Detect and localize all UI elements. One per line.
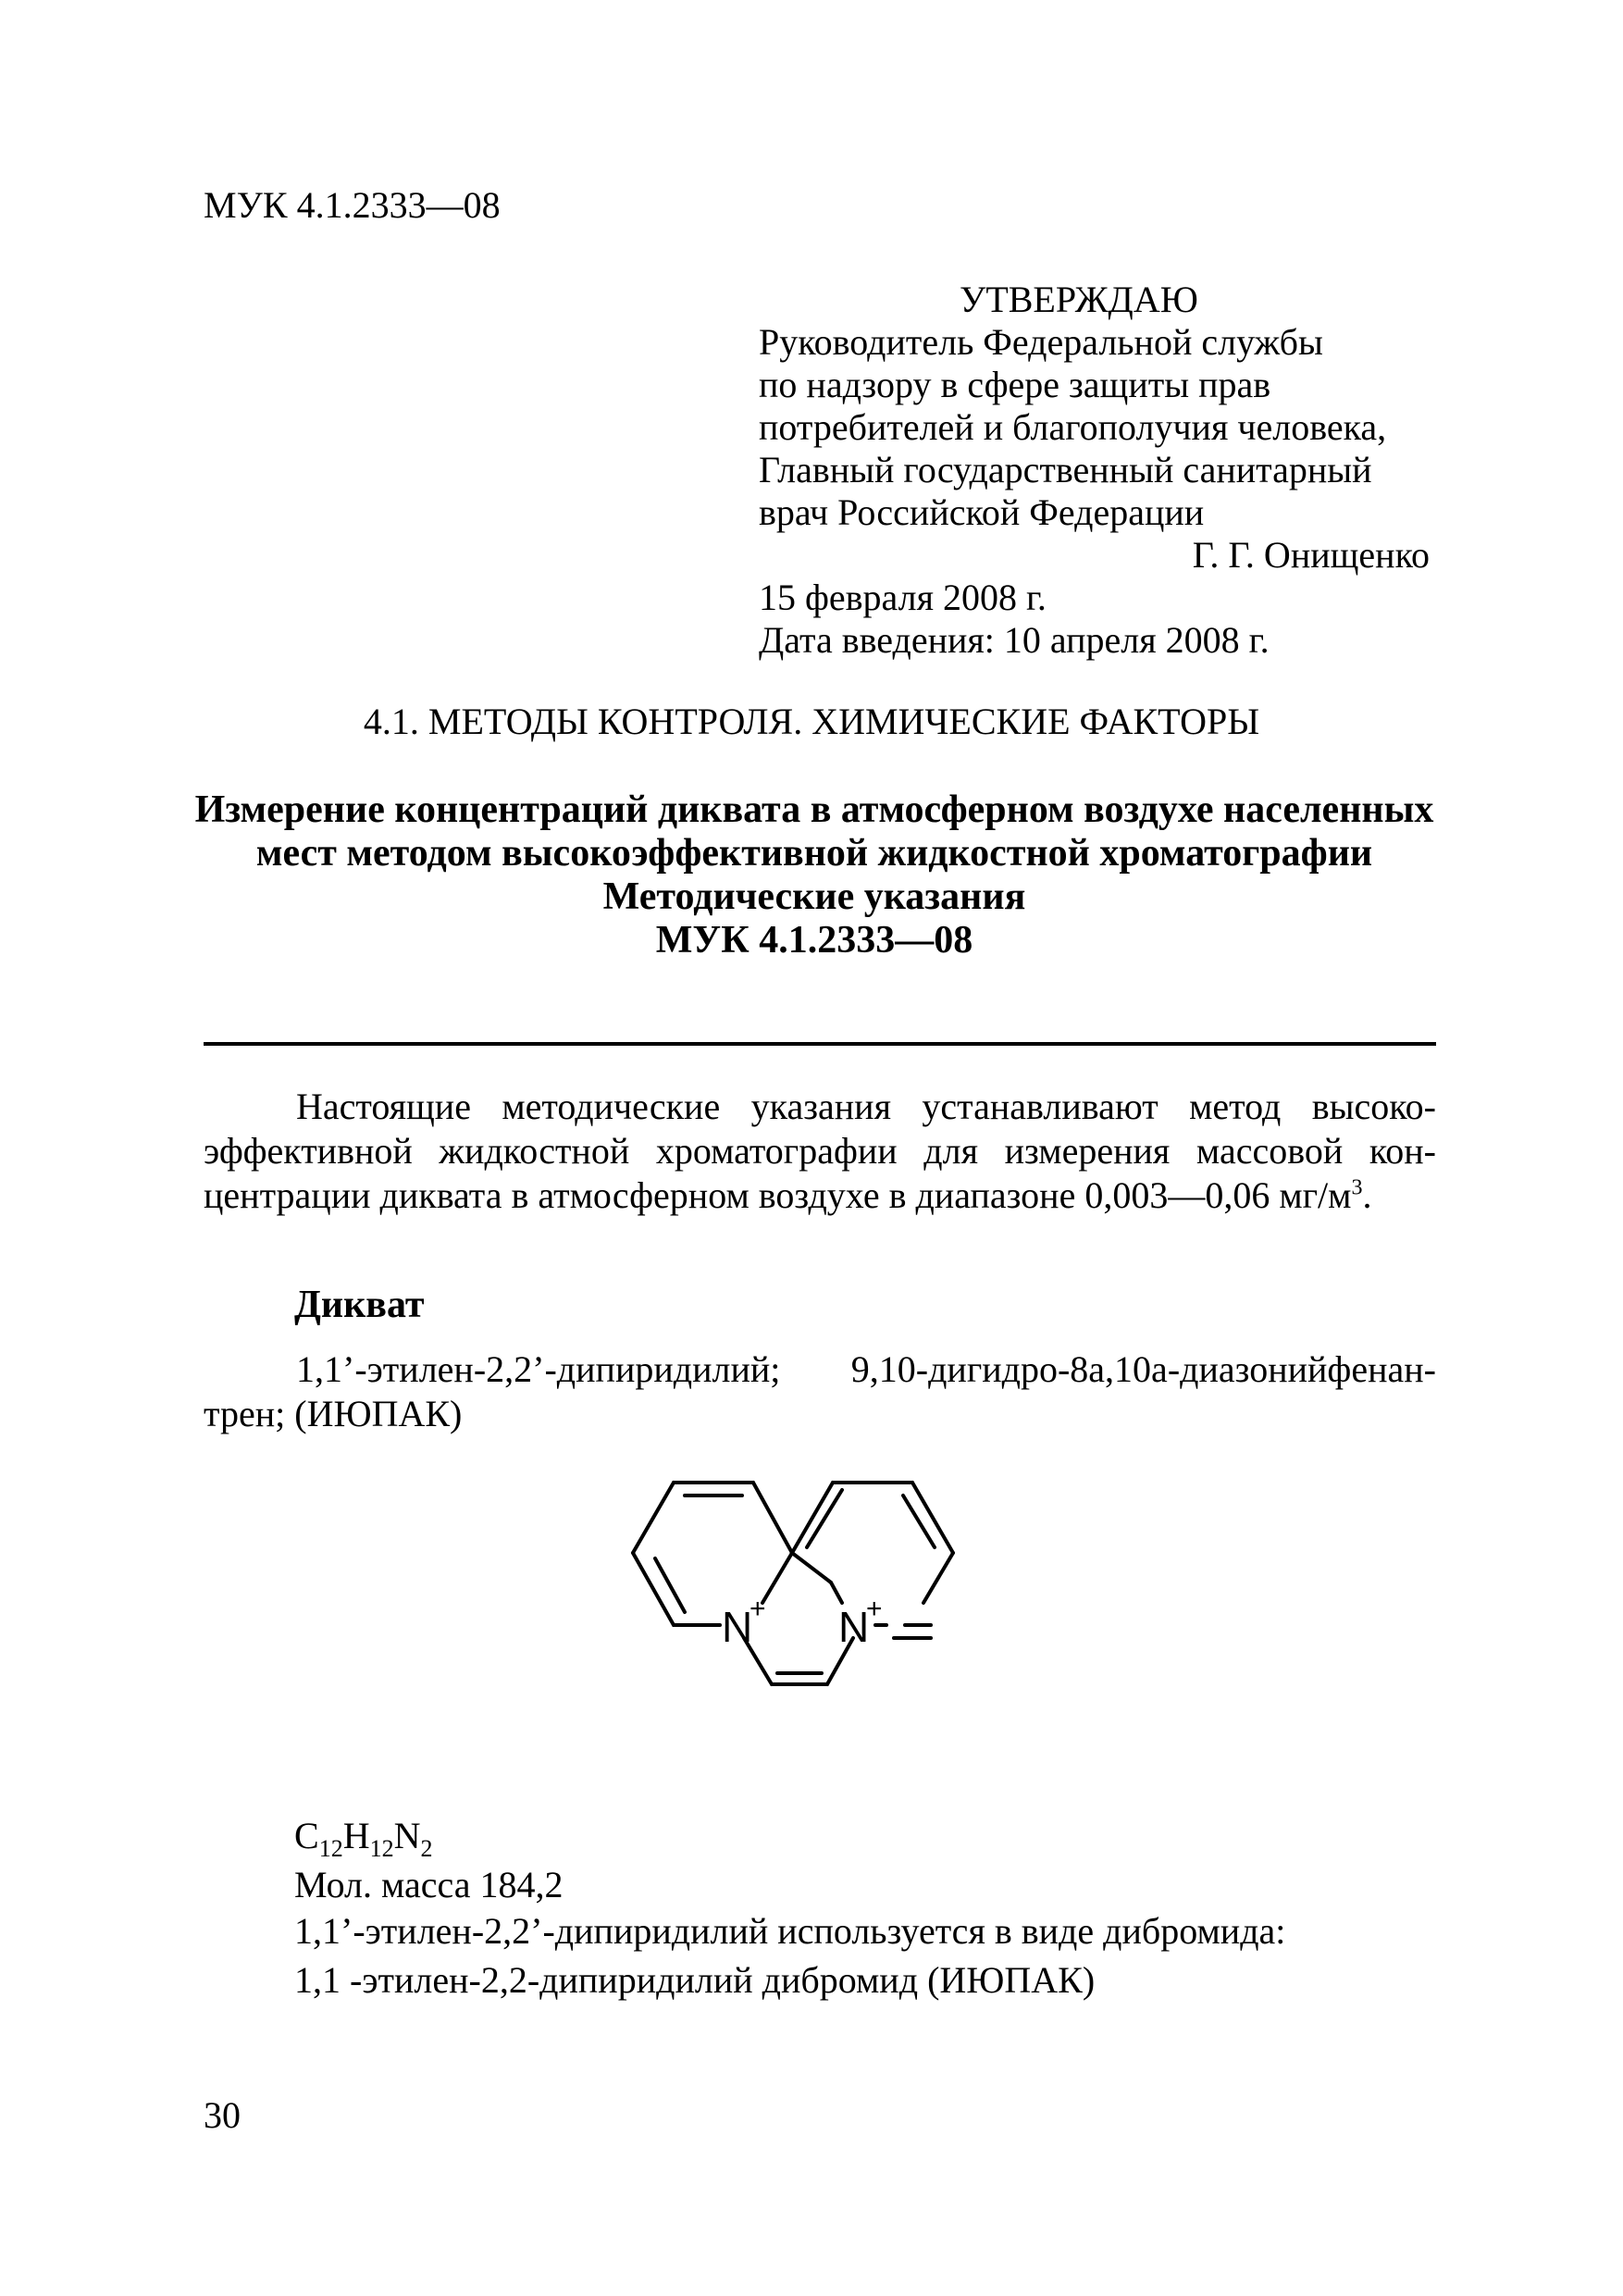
approval-word: УТВЕРЖДАЮ	[960, 279, 1198, 320]
nitrogen-atom-left: N	[722, 1603, 753, 1651]
intro-paragraph	[204, 1085, 1436, 1218]
formula-c-count: 12	[318, 1835, 343, 1862]
formula-n: N	[393, 1815, 421, 1856]
salt-name: 1,1 -этилен-2,2-дипиридилий дибромид (ИЮПАК)	[294, 1959, 1096, 2001]
formula-h-count: 12	[369, 1835, 394, 1862]
effective-date: Дата введения: 10 апреля 2008 г.	[759, 619, 1270, 661]
page-number: 30	[204, 2094, 241, 2136]
document-subtitle: Методические указания	[602, 875, 1026, 918]
nitrogen-atom-right: N	[838, 1603, 870, 1651]
document-code-header: МУК 4.1.2333—08	[204, 184, 501, 226]
intro-text: Настоящие методические указания устанавливают метод высокоэффективной жидкостной хроматографии для измерения массовой концентрации диквата в атмосферном воздухе в диапазоне 0,003—0,06 мг/м	[204, 1086, 1436, 1216]
molecular-mass: Мол. масса 184,2	[294, 1864, 564, 1905]
iupac-names: 1,1’-этилен-2,2’-дипиридилий; 9,10-дигидро-8а,10а-диазонийфенантрен; (ИЮПАК)	[204, 1348, 1436, 1434]
signatory-name: Г. Г. Онищенко	[1192, 534, 1430, 576]
approval-date: 15 февраля 2008 г.	[759, 577, 1047, 618]
unit-superscript: 3	[1351, 1175, 1363, 1200]
document-title-block	[194, 788, 1434, 962]
intro-end: .	[1362, 1174, 1372, 1216]
charge-left: +	[750, 1594, 766, 1624]
formula-h: H	[342, 1815, 370, 1856]
section-heading: 4.1. МЕТОДЫ КОНТРОЛЯ. ХИМИЧЕСКИЕ ФАКТОРЫ	[363, 701, 1260, 742]
approval-line: потребителей и благополучия человека,	[759, 406, 1387, 448]
structural-formula	[611, 1444, 1092, 1749]
document-title: Измерение концентраций диквата в атмосферном воздухе населенных мест методом высокоэффективной жидкостной хроматографии	[194, 788, 1434, 875]
formula-c: C	[294, 1815, 319, 1856]
title-divider	[204, 1042, 1436, 1046]
approval-line: врач Российской Федерации	[759, 491, 1205, 533]
approval-line: Руководитель Федеральной службы	[759, 321, 1323, 363]
usage-note: 1,1’-этилен-2,2’-дипиридилий используется в виде дибромида:	[294, 1910, 1286, 1952]
approval-line: по надзору в сфере защиты прав	[759, 364, 1271, 405]
substance-name: Дикват	[294, 1284, 425, 1326]
document-title-code: МУК 4.1.2333—08	[655, 919, 973, 962]
approval-line: Главный государственный санитарный	[759, 449, 1372, 490]
charge-right: +	[866, 1594, 883, 1624]
formula-n-count: 2	[420, 1835, 433, 1862]
